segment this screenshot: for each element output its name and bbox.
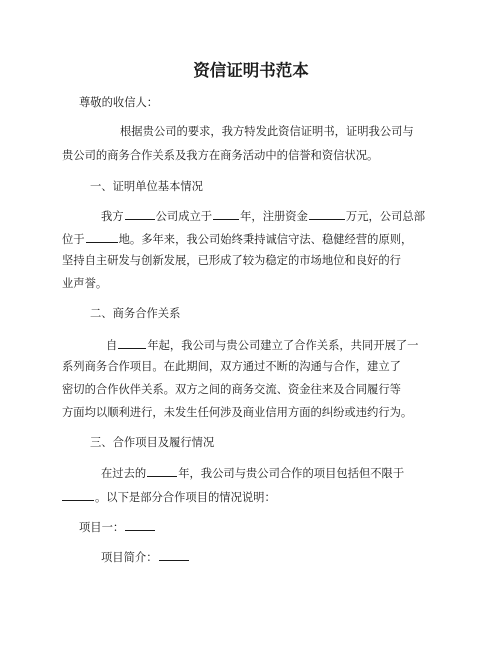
text-fragment: 年，注册资金	[240, 210, 308, 223]
fill-blank	[62, 489, 94, 501]
text-fragment: 项目简介：	[101, 551, 158, 564]
document-title: 资信证明书范本	[193, 61, 309, 80]
section-3-line-1	[101, 465, 404, 481]
section-2-line-1	[106, 337, 418, 353]
section-3-heading: 三、合作项目及履行情况	[90, 436, 215, 449]
fill-blank	[86, 231, 118, 243]
intro-line-1: 根据贵公司的要求，我方特发此资信证明书，证明我公司与	[120, 125, 414, 138]
salutation: 尊敬的收信人：	[79, 96, 159, 109]
fill-blank	[125, 519, 155, 531]
text-fragment: 地。多年来，我公司始终秉持诚信守法、稳健经营的原则，	[118, 233, 413, 246]
project-1-desc-line	[101, 549, 190, 565]
intro-line-2: 贵公司的商务合作关系及我方在商务活动中的信誉和资信状况。	[62, 149, 379, 162]
fill-blank	[118, 337, 146, 349]
fill-blank	[159, 549, 189, 561]
text-fragment: 万元，公司总部	[345, 210, 425, 223]
section-1-line-4: 业声誉。	[62, 277, 108, 290]
text-fragment: 。以下是部分合作项目的情况说明：	[95, 491, 276, 504]
section-2-line-4: 方面均以顺利进行，未发生任何涉及商业信用方面的纠纷或违约行为。	[62, 406, 413, 419]
section-1-line-1	[101, 208, 425, 224]
section-2-heading: 二、商务合作关系	[90, 307, 181, 320]
text-fragment: 自	[106, 339, 118, 352]
text-fragment: 年起，我公司与贵公司建立了合作关系，共同开展了一	[147, 339, 419, 352]
text-fragment: 年，我公司与贵公司合作的项目包括但不限于	[178, 467, 405, 480]
text-fragment: 位于	[62, 233, 85, 246]
text-fragment: 我方	[101, 210, 124, 223]
section-1-heading: 一、证明单位基本情况	[90, 180, 203, 193]
section-3-line-2	[62, 489, 276, 505]
fill-blank	[125, 208, 155, 220]
project-1-line	[79, 519, 156, 535]
fill-blank	[147, 465, 177, 477]
section-1-line-3: 坚持自主研发与创新发展，已形成了较为稳定的市场地位和良好的行	[62, 254, 401, 267]
fill-blank	[213, 208, 239, 220]
text-fragment: 在过去的	[101, 467, 147, 480]
text-fragment: 项目一：	[79, 521, 125, 534]
section-2-line-2: 系列商务合作项目。在此期间，双方通过不断的沟通与合作，建立了	[62, 360, 401, 373]
section-1-line-2	[62, 231, 412, 247]
section-2-line-3: 密切的合作伙伴关系。双方之间的商务交流、资金往来及合同履行等	[62, 383, 401, 396]
fill-blank	[309, 208, 345, 220]
text-fragment: 公司成立于	[155, 210, 213, 223]
